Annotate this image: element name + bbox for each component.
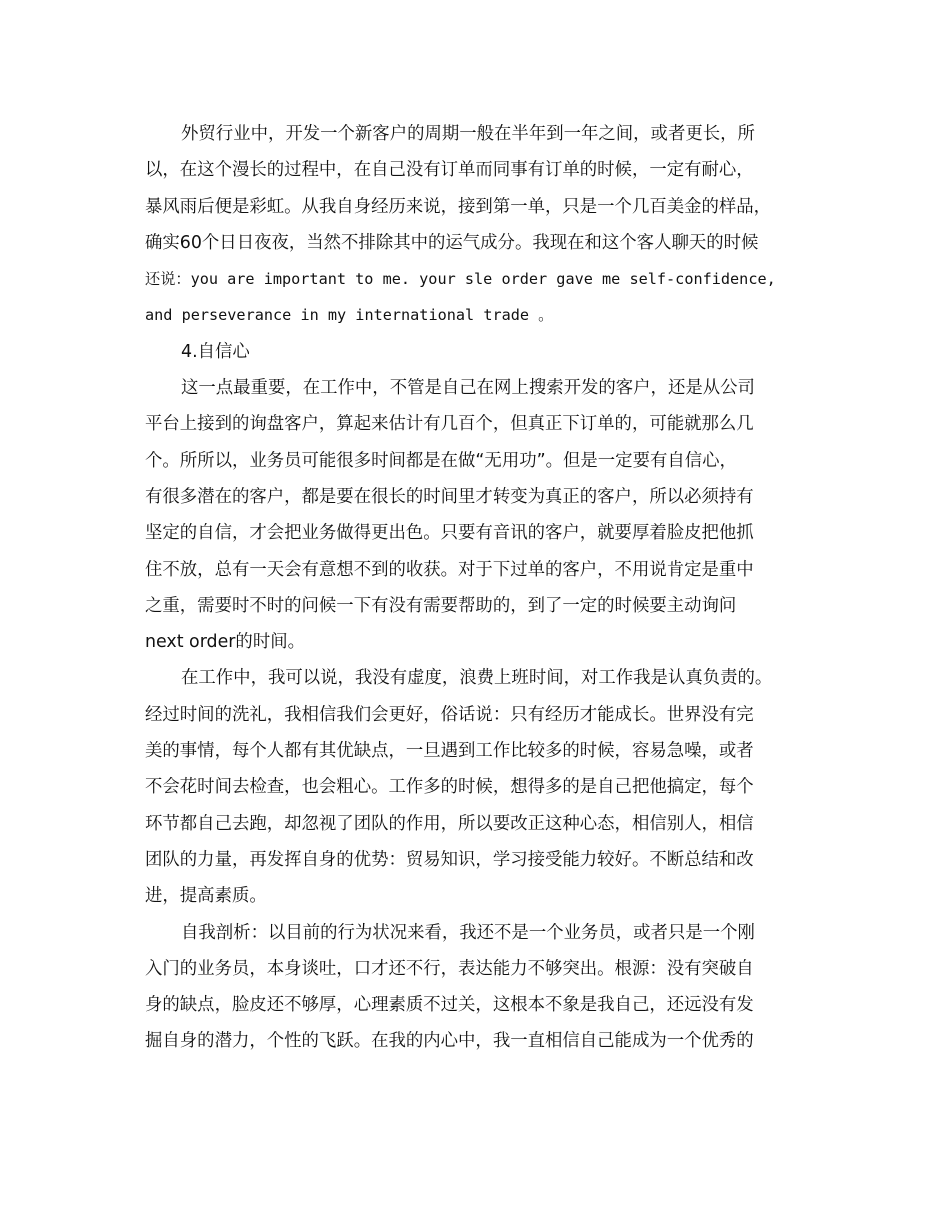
- text-line: 坚定的自信，才会把业务做得更出色。只要有音讯的客户，就要厚着脸皮把他抓: [145, 523, 754, 544]
- text-line: 团队的力量，再发挥自身的优势：贸易知识，学习接受能力较好。不断总结和改: [145, 849, 754, 870]
- text-line: 入门的业务员，本身谈吐，口才还不行，表达能力不够突出。根源：没有突破自: [145, 958, 754, 979]
- document-body: [145, 116, 810, 1060]
- text-line: 美的事情，每个人都有其优缺点，一旦遇到工作比较多的时候，容易急噪，或者: [145, 741, 754, 762]
- text-line: 进，提高素质。: [145, 886, 267, 907]
- text-line: 个。所所以，业务员可能很多时间都是在做“无用功”。但是一定要有自信心，: [145, 450, 737, 471]
- section-heading: 4.自信心: [181, 341, 250, 362]
- text-line: 环节都自己去跑，却忽视了团队的作用，所以要改正这种心态，相信别人，相信: [145, 813, 754, 834]
- section-heading-confidence: [145, 334, 810, 370]
- paragraph-cycle-patience: [145, 116, 810, 334]
- paragraph-self-analysis: [145, 915, 810, 1060]
- text-line: 确实60个日日夜夜，当然不排除其中的运气成分。我现在和这个客人聊天的时候: [145, 232, 759, 253]
- text-line: 身的缺点，脸皮还不够厚，心理素质不过关，这根本不象是我自己，还远没有发: [145, 995, 754, 1016]
- text-line: 之重，需要时不时的问候一下有没有需要帮助的，到了一定的时候要主动询问: [145, 595, 737, 616]
- text-line: 在工作中，我可以说，我没有虚度，浪费上班时间，对工作我是认真负责的。: [181, 668, 773, 689]
- text-line: 有很多潜在的客户，都是要在很长的时间里才转变为真正的客户，所以必须持有: [145, 486, 754, 507]
- text-line: 掘自身的潜力，个性的飞跃。在我的内心中，我一直相信自己能成为一个优秀的: [145, 1031, 754, 1052]
- text-line: 不会花时间去检查，也会粗心。工作多的时候，想得多的是自己把他搞定，每个: [145, 777, 754, 798]
- text-line: 还说：you are important to me. your sle order gave me self-confidence,: [145, 270, 776, 289]
- text-line: 这一点最重要，在工作中，不管是自己在网上搜索开发的客户，还是从公司: [181, 378, 755, 399]
- text-line: 经过时间的洗礼，我相信我们会更好，俗话说：只有经历才能成长。世界没有完: [145, 704, 754, 725]
- text-line: 平台上接到的询盘客户，算起来估计有几百个，但真正下订单的，可能就那么几: [145, 414, 754, 435]
- text-line: 以，在这个漫长的过程中，在自己没有订单而同事有订单的时候，一定有耐心，: [145, 160, 754, 181]
- text-line: 自我剖析：以目前的行为状况来看，我还不是一个业务员，或者只是一个刚: [181, 922, 755, 943]
- text-line: and perseverance in my international trade 。: [145, 306, 554, 325]
- paragraph-confidence: [145, 370, 810, 660]
- paragraph-work-attitude: [145, 660, 810, 914]
- text-line: next order的时间。: [145, 632, 305, 653]
- text-line: 暴风雨后便是彩虹。从我自身经历来说，接到第一单，只是一个几百美金的样品，: [145, 196, 772, 217]
- text-line: 住不放，总有一天会有意想不到的收获。对于下过单的客户，不用说肯定是重中: [145, 559, 754, 580]
- text-line: 外贸行业中，开发一个新客户的周期一般在半年到一年之间，或者更长，所: [181, 124, 755, 144]
